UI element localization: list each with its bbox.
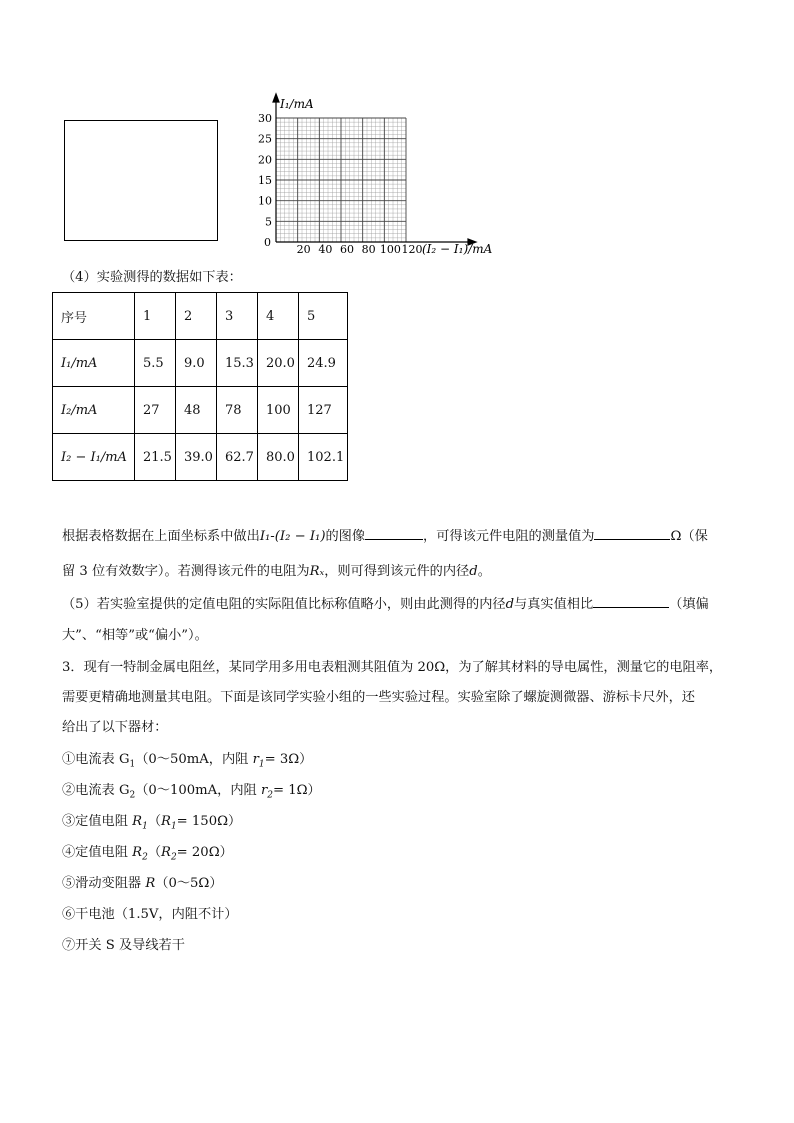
answer-paragraph-4: 大”、“相等”或“偏小”）。 — [62, 628, 208, 643]
origin-label: 0 — [264, 236, 271, 249]
y-tick-label: 25 — [258, 132, 272, 146]
table-row-label: I₁/mA — [53, 340, 135, 387]
table-cell: 15.3 — [217, 340, 258, 387]
question-3-line-1: 3．现有一特制金属电阻丝，某同学用多用电表粗测其阻值为 20Ω，为了解其材料的导电属性，测量它的电阻率， — [62, 660, 723, 675]
y-tick-label: 20 — [258, 153, 272, 167]
question-3-line-2: 需要更精确地测量其电阻。下面是该同学实验小组的一些实验过程。实验室除了螺旋测微器、游标卡尺外，还 — [62, 690, 695, 705]
x-tick-label: 20 — [296, 243, 311, 256]
sub-question-4-intro: （4）实验测得的数据如下表： — [62, 270, 242, 285]
x-tick-label: 80 — [361, 243, 376, 256]
x-tick-labels — [297, 243, 423, 256]
table-cell: 5.5 — [135, 340, 176, 387]
answer-blank[interactable] — [365, 526, 423, 540]
x-tick-label: 40 — [318, 243, 333, 256]
equipment-item: ⑤滑动变阻器 R（0～5Ω） — [62, 876, 223, 891]
answer-paragraph-3: （5）若实验室提供的定值电阻的实际阻值比标称值略小，则由此测得的内径d与真实值相比 （填偏 — [62, 594, 709, 615]
table-cell: 24.9 — [299, 340, 348, 387]
table-cell: 39.0 — [176, 434, 217, 481]
circuit-diagram-box — [64, 120, 218, 241]
table-row — [53, 340, 348, 387]
y-tick-labels — [258, 112, 272, 228]
equipment-item: ⑥干电池（1.5V，内阻不计） — [62, 907, 238, 922]
equipment-item: ②电流表 $G_2(0\sim 100mA$，内阻 $r_2= 1\Omega$） — [62, 783, 321, 801]
y-tick-label: 10 — [258, 194, 272, 208]
table-row — [53, 387, 348, 434]
y-tick-label: 30 — [258, 112, 272, 125]
table-row-label: I₂ − I₁/mA — [53, 434, 135, 481]
equipment-item: ①电流表 $G_1(0\sim 50mA$，内阻 $r_1= 3\Omega$） — [62, 752, 313, 770]
answer-paragraph-1: 根据表格数据在上面坐标系中做出I₁-(I₂ − I₁)的图像 ，可得该元件电阻的测量值为 Ω（保 — [62, 526, 708, 547]
y-axis-arrow — [273, 94, 279, 102]
table-cell: 127 — [299, 387, 348, 434]
answer-blank[interactable] — [593, 594, 669, 608]
question-3-line-3: 给出了以下器材： — [62, 720, 168, 735]
table-cell: 102.1 — [299, 434, 348, 481]
table-cell: 48 — [176, 387, 217, 434]
y-tick-label: 5 — [265, 215, 272, 229]
table-cell: 序号 — [53, 293, 135, 340]
x-axis-label: (I₂ − I₁)/mA — [422, 242, 493, 256]
graph-paper — [250, 92, 500, 262]
table-cell: 80.0 — [258, 434, 299, 481]
y-axis-label: I₁/mA — [280, 97, 314, 111]
major-grid — [276, 118, 406, 242]
table-cell: 4 — [258, 293, 299, 340]
equipment-item: ③定值电阻 $R_1(R_1= 150\Omega)$ — [62, 814, 242, 832]
x-tick-label: 60 — [340, 243, 354, 256]
table-cell: 1 — [135, 293, 176, 340]
answer-blank[interactable] — [594, 526, 670, 540]
table-cell: 3 — [217, 293, 258, 340]
table-cell: 100 — [258, 387, 299, 434]
equipment-item: ⑦开关 S 及导线若干 — [62, 938, 185, 953]
table-cell: 78 — [217, 387, 258, 434]
table-row-label: I₂/mA — [53, 387, 135, 434]
x-tick-label: 120 — [401, 243, 423, 256]
table-row — [53, 434, 348, 481]
table-cell: 9.0 — [176, 340, 217, 387]
table-cell: 27 — [135, 387, 176, 434]
y-tick-label: 15 — [258, 174, 272, 187]
table-cell: 20.0 — [258, 340, 299, 387]
equipment-item: ④定值电阻 $R_2(R_2= 20\Omega)$ — [62, 845, 233, 863]
table-cell: 21.5 — [135, 434, 176, 481]
axes — [273, 94, 476, 245]
table-cell: 2 — [176, 293, 217, 340]
table-cell: 5 — [299, 293, 348, 340]
table-row — [53, 293, 348, 340]
answer-paragraph-2: 留 3 位有效数字）。若测得该元件的电阻为Rₓ，则可得到该元件的内径d。 — [62, 564, 491, 579]
table-cell: 62.7 — [217, 434, 258, 481]
x-tick-label: 100 — [379, 243, 401, 256]
data-table — [52, 292, 348, 481]
